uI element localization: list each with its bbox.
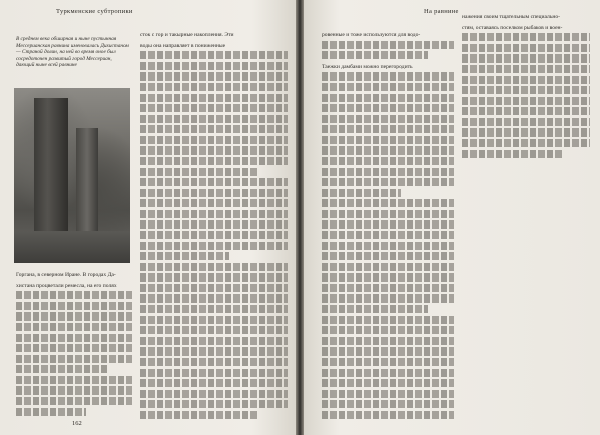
column-b-line-1: сток с гор и такырные накопления. Эти	[140, 32, 234, 38]
text-column-b	[140, 30, 288, 421]
running-head-left: Туркменские субтропики	[56, 8, 133, 15]
text-column-a	[16, 270, 132, 418]
column-a-line-1: Горгана, в северном Иране. В городах Да-	[16, 272, 116, 278]
column-b-line-2: воды она направляет в пониженные	[140, 42, 226, 49]
column-d-line-2: стям, оставаясь поселком рыбаков и воен-	[462, 24, 563, 31]
right-page	[304, 0, 600, 435]
column-c-line-2: Таежки дамбами можно перегородить	[322, 63, 413, 70]
ruin-wall	[76, 128, 98, 248]
left-page	[0, 0, 296, 435]
text-column-d	[462, 12, 590, 160]
ruins-photo	[14, 88, 130, 263]
ground	[14, 231, 130, 263]
column-a-line-2: хистана процветали ремесла, на его полях	[16, 282, 117, 289]
text-column-c	[322, 30, 454, 421]
book-gutter	[296, 0, 304, 435]
column-c-line-1: ровенные и тоже используются для водо-	[322, 32, 421, 38]
ruin-tower	[34, 98, 68, 248]
page-number: 162	[72, 420, 82, 427]
running-head-right: На равнине	[424, 8, 459, 15]
column-d-line-1: нажения своим тщательным специально-	[462, 14, 561, 20]
photo-caption: В среднем века обширная и ныне пустынная Мессерианская равнина именовалась Дихистаном — Страной долин, на ней во время оное был сосредоточен развитый город Мессериан, дающий ныне всей равнине	[16, 36, 129, 69]
